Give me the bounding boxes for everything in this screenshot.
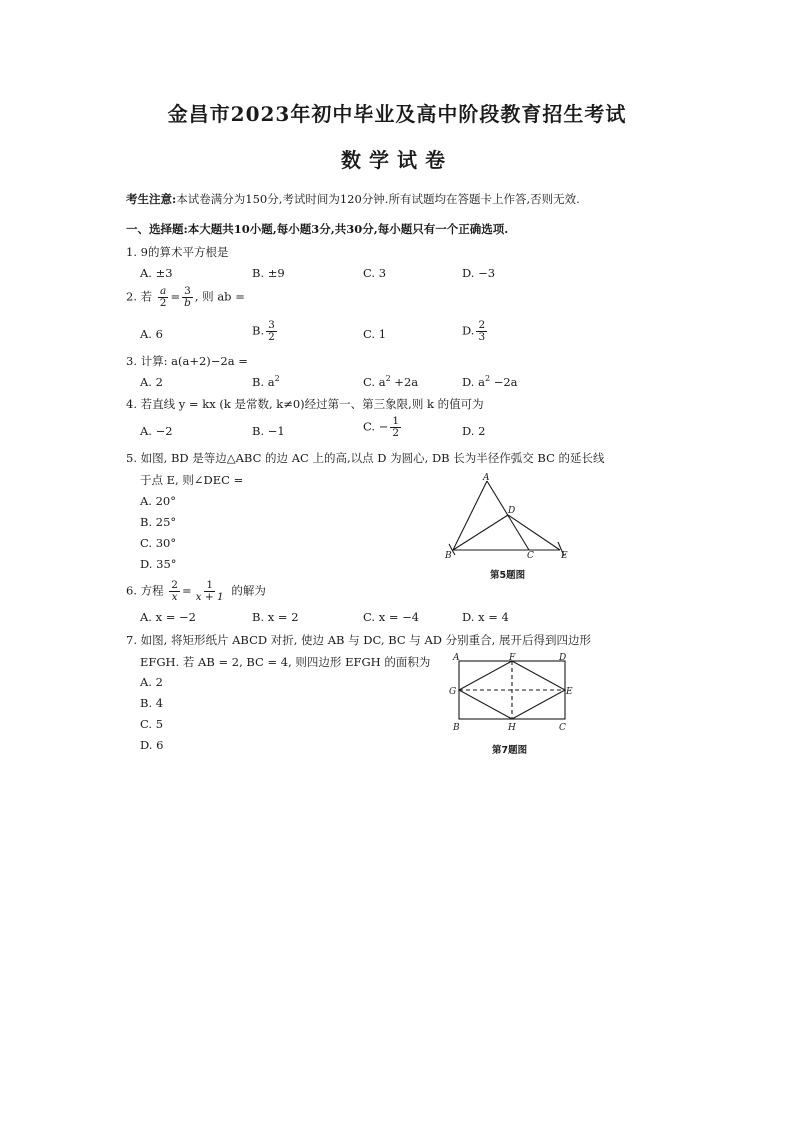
q3-option-a: A. 2 xyxy=(140,375,163,389)
q2-option-d: D. $\frac{2}{3}$ xyxy=(462,319,486,343)
q7-label-b: B xyxy=(453,723,460,733)
paper-title: 数学试卷 xyxy=(341,148,453,172)
q7-option-a: A. 2 xyxy=(140,675,163,689)
q7-option-d: D. 6 xyxy=(140,738,164,752)
question-1-stem: 1. 9的算术平方根是 xyxy=(126,245,229,259)
q6-suffix: 的解为 xyxy=(227,583,266,598)
q5-segment-de xyxy=(508,515,560,550)
q5-option-d: D. 35° xyxy=(140,557,177,571)
q5-option-c: C. 30° xyxy=(140,536,177,550)
question-7-line1: 7. 如图, 将矩形纸片 ABCD 对折, 使边 AB 与 DC, BC 与 AD 分别重合, 展开后得到四边形 xyxy=(126,633,591,647)
q6-prefix: 6. 方程 xyxy=(126,583,164,598)
q6-option-a: A. x = −2 xyxy=(140,610,197,624)
question-2-stem: 2. 若 $\frac{a}{2}$ = $\frac{3}{b}$ , 则 ab = xyxy=(126,285,245,309)
q6-fraction-right: $\frac{1}{x + 1}$ xyxy=(195,579,224,603)
q7-label-h: H xyxy=(508,723,516,733)
q6-option-c: C. x = −4 xyxy=(363,610,420,624)
q1-option-c: C. 3 xyxy=(363,266,387,280)
section-heading: 一、选择题:本大题共10小题,每小题3分,共30分,每小题只有一个正确选项. xyxy=(126,222,509,236)
q7-label-d: D xyxy=(559,653,567,663)
q5-label-a: A xyxy=(483,473,490,483)
q4-option-a: A. −2 xyxy=(140,424,173,438)
question-5-line2: 于点 E, 则∠DEC = xyxy=(140,473,244,487)
q7-label-c: C xyxy=(559,723,566,733)
q5-figure xyxy=(440,470,580,565)
notice-label: 考生注意: xyxy=(126,192,177,206)
q7-label-e: E xyxy=(566,687,573,697)
question-5-line1: 5. 如图, BD 是等边△ABC 的边 AC 上的高,以点 D 为圆心, DB 长为半径作弧交 BC 的延长线 xyxy=(126,451,605,465)
q7-option-b: B. 4 xyxy=(140,696,164,710)
q4-option-c: C. − $\frac{1}{2}$ xyxy=(363,415,400,439)
q2-option-c: C. 1 xyxy=(363,327,387,341)
question-3-stem: 3. 计算: a(a+2)−2a = xyxy=(126,354,248,368)
notice-text: 本试卷满分为150分,考试时间为120分钟.所有试题均在答题卡上作答,否则无效. xyxy=(176,192,580,206)
q4-option-d: D. 2 xyxy=(462,424,486,438)
q7-label-a: A xyxy=(453,653,460,663)
candidate-notice xyxy=(126,192,580,206)
question-6-stem: 6. 方程 $\frac{2}{x}$ = $\frac{1}{x + 1}$ 的解为 xyxy=(126,579,266,603)
q5-option-b: B. 25° xyxy=(140,515,177,529)
q2-fraction-right: $\frac{3}{b}$ xyxy=(184,285,191,309)
question-7-line2: EFGH. 若 AB = 2, BC = 4, 则四边形 EFGH 的面积为 xyxy=(140,655,431,669)
q7-label-f: F xyxy=(509,653,516,663)
q2-option-a: A. 6 xyxy=(140,327,163,341)
question-4-stem: 4. 若直线 y = kx (k 是常数, k≠0)经过第一、第三象限,则 k 的值可为 xyxy=(126,397,484,411)
q2-suffix: , 则 ab = xyxy=(194,289,245,304)
q2-prefix: 2. 若 xyxy=(126,289,153,304)
q6-option-b: B. x = 2 xyxy=(252,610,299,624)
q4-option-b: B. −1 xyxy=(252,424,285,438)
q5-label-b: B xyxy=(445,551,452,561)
q5-label-c: C xyxy=(527,551,534,561)
q5-option-a: A. 20° xyxy=(140,494,176,508)
q2-fraction-left: $\frac{a}{2}$ xyxy=(159,285,167,309)
q3-option-d: D. $a^2 -2a$ xyxy=(462,374,518,389)
q6-fraction-left: $\frac{2}{x}$ xyxy=(171,579,178,603)
q3-option-c: C. $a^2 +2a$ xyxy=(363,374,419,389)
q5-figure-caption: 第5题图 xyxy=(490,570,526,581)
q7-figure-caption: 第7题图 xyxy=(492,745,528,756)
q7-option-c: C. 5 xyxy=(140,717,164,731)
q5-label-e: E xyxy=(561,551,568,561)
q1-option-d: D. −3 xyxy=(462,266,496,280)
q1-option-b: B. ±9 xyxy=(252,266,285,280)
q6-option-d: D. x = 4 xyxy=(462,610,509,624)
q5-label-d: D xyxy=(508,506,516,516)
exam-title: 金昌市2023年初中毕业及高中阶段教育招生考试 xyxy=(167,102,627,126)
q7-label-g: G xyxy=(449,687,457,697)
q7-figure xyxy=(446,650,576,740)
q1-option-a: A. ±3 xyxy=(140,266,173,280)
q3-option-b: B. $a^2$ xyxy=(252,374,280,389)
q2-option-b: B. $\frac{3}{2}$ xyxy=(252,319,275,343)
